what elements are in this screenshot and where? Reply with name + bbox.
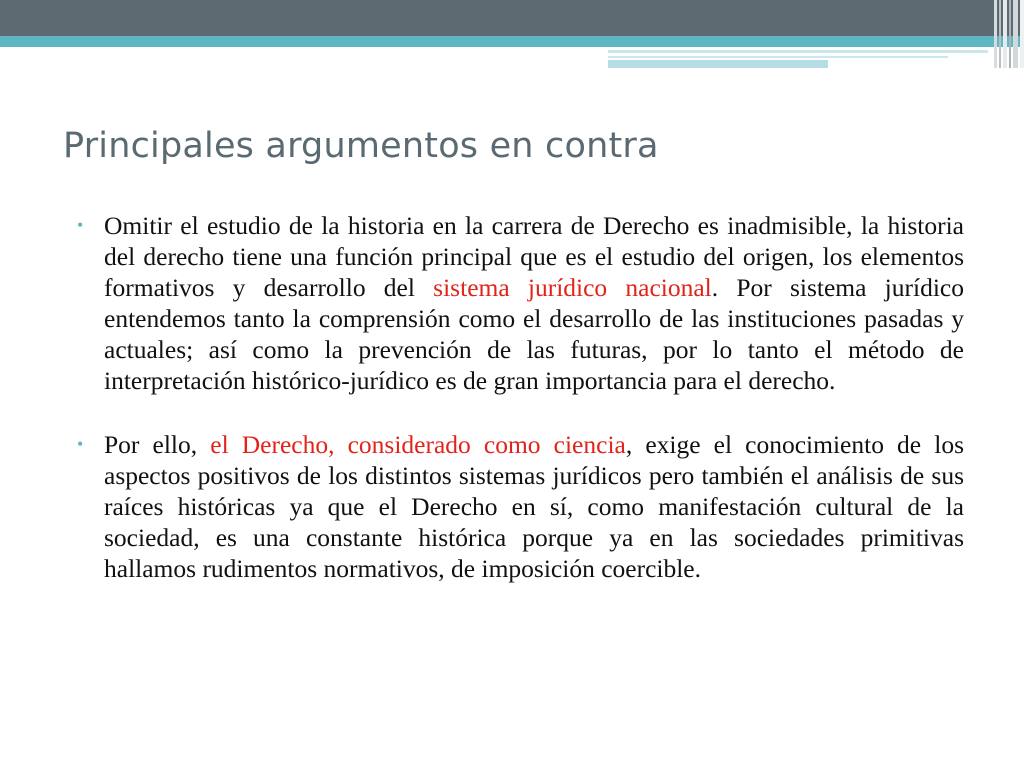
stripe — [1013, 0, 1018, 68]
header-accent-bar — [608, 60, 828, 68]
header-band-dark — [0, 0, 1024, 36]
bullet-item — [77, 429, 964, 584]
header-stripes — [994, 0, 1024, 68]
bullet-text: Por ello, — [104, 430, 211, 459]
bullet-highlight: sistema jurídico nacional — [433, 273, 712, 302]
stripe — [994, 0, 997, 68]
stripe — [999, 0, 1001, 68]
bullet-text: Omitir el estudio de la historia en la carrera de Derecho es inadmisible, la historia del derecho tiene una función principal que es el estudio del origen, los elementos formativos y desarrollo del — [104, 211, 964, 302]
bullet-text: . Por sistema jurídico entendemos tanto la comprensión como el desarrollo de las instituciones pasadas y actuales; así como la prevención de las futuras, por lo tanto el método de interpretación histórico-jurídico es de gran importancia para el derecho. — [104, 273, 964, 395]
stripe — [1020, 0, 1024, 68]
header-accent-line-thin — [608, 56, 948, 58]
bullet-icon: • — [77, 434, 84, 454]
bullet-item — [77, 210, 964, 396]
header-band-teal — [0, 36, 1024, 47]
bullet-icon: • — [77, 215, 84, 235]
header-accent-line — [608, 50, 988, 53]
bullet-list — [77, 210, 964, 584]
bullet-highlight: el Derecho, considerado como ciencia — [210, 430, 626, 459]
stripe — [1003, 0, 1007, 68]
slide-title: Principales argumentos en contra — [63, 126, 659, 166]
bullet-text: , exige el conocimiento de los aspectos positivos de los distintos sistemas jurídicos pero también el análisis de sus raíces históricas ya que el Derecho en sí, como manifestación cultural de la sociedad, es una constante histórica porque ya en las sociedades primitivas hallamos rudimentos normativos, de imposición coercible. — [104, 430, 964, 583]
stripe — [1009, 0, 1011, 68]
